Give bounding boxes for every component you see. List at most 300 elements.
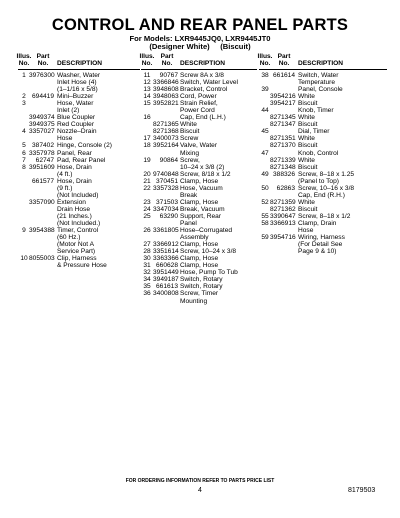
part-number: 661613: [155, 283, 178, 291]
part-row: [18, 241, 140, 248]
part-number: 8271370: [270, 142, 296, 150]
part-description: Screw: [180, 135, 199, 143]
illus-number: 8: [22, 163, 26, 171]
illus-number: 55: [261, 212, 269, 220]
illus-number: 45: [261, 128, 269, 136]
part-row: [141, 298, 257, 305]
part-row: [259, 150, 387, 157]
parts-column-3: [259, 53, 387, 255]
part-number: 62747: [35, 156, 54, 164]
part-row: [259, 234, 387, 241]
part-row: [141, 121, 257, 128]
part-description: White: [298, 156, 315, 164]
part-row: [141, 178, 257, 185]
part-description: (Panel to Top): [298, 177, 339, 185]
part-row: [141, 128, 257, 135]
part-number: 661577: [31, 177, 54, 185]
part-description: Cord, Power: [180, 93, 217, 101]
page-title: CONTROL AND REAR PANEL PARTS: [51, 16, 349, 34]
part-description: Blue Coupler: [57, 114, 96, 122]
part-row: [259, 93, 387, 100]
illus-number: 47: [261, 149, 269, 157]
part-number: 3954217: [270, 100, 296, 108]
illus-number: 6: [22, 149, 26, 157]
header-description: DESCRIPTION: [57, 60, 103, 67]
part-row: [141, 86, 257, 93]
illus-number: 14: [143, 93, 151, 101]
illus-number: 21: [143, 177, 151, 185]
part-row: [18, 178, 140, 185]
part-row: [141, 241, 257, 248]
part-number: 3357328: [153, 184, 179, 192]
part-row: [18, 185, 140, 192]
colors-line: (Designer White) (Biscuit): [149, 42, 251, 51]
illus-number: 18: [143, 142, 151, 150]
part-row: [18, 213, 140, 220]
part-number: 3366912: [153, 241, 179, 249]
part-row: [141, 227, 257, 234]
part-row: [141, 276, 257, 283]
part-row: [141, 157, 257, 164]
part-description: (60 Hz.): [57, 234, 81, 242]
illus-number: 34: [143, 276, 151, 284]
part-row: [259, 164, 387, 171]
part-number: 8271351: [270, 135, 296, 143]
part-row: [18, 171, 140, 178]
part-description: Panel, Rear: [57, 149, 92, 157]
page-number: 4: [198, 487, 202, 494]
part-description: Timer, Control: [57, 227, 99, 235]
part-row: [259, 227, 387, 234]
part-number: 3357978: [29, 149, 55, 157]
part-description: Biscuit: [298, 205, 318, 213]
part-number: 3949375: [29, 121, 55, 129]
part-description: Bracket, Control: [180, 86, 228, 94]
part-description: Break: [180, 191, 198, 199]
part-number: 8271348: [270, 163, 296, 171]
part-row: [141, 142, 257, 149]
part-row: [141, 79, 257, 86]
part-number: 3954216: [270, 93, 296, 101]
part-row: [259, 192, 387, 199]
illus-number: 10: [20, 255, 28, 263]
part-number: 3976300: [29, 72, 55, 79]
part-description: (Motor Not A: [57, 241, 95, 249]
parts-list: [259, 72, 387, 255]
part-row: [141, 171, 257, 178]
part-number: 63290: [159, 212, 178, 220]
part-description: Clamp, Hose: [180, 198, 219, 206]
part-description: (For Detail See: [298, 241, 343, 249]
illus-number: 16: [143, 114, 151, 122]
part-description: Page 9 & 10): [298, 248, 337, 256]
illus-number: 15: [143, 100, 151, 108]
part-number: 3952164: [153, 142, 179, 150]
part-number: 3357090: [29, 198, 55, 206]
part-description: Clamp, Hose: [180, 241, 219, 249]
part-row: [141, 150, 257, 157]
part-row: [141, 220, 257, 227]
part-description: Screw, 10–24 x 3/8: [180, 248, 237, 256]
part-description: Support, Rear: [180, 212, 222, 220]
part-number: 8271359: [270, 198, 296, 206]
illus-number: 1: [22, 72, 26, 79]
part-description: Clamp, Hose: [180, 262, 219, 270]
part-description: Temperature: [298, 79, 336, 87]
part-row: [259, 79, 387, 86]
part-number: 3400073: [153, 135, 179, 143]
part-row: [141, 192, 257, 199]
part-row: [259, 128, 387, 135]
header-part: Part No.: [277, 53, 291, 67]
part-description: (4 ft.): [57, 170, 73, 178]
part-row: [18, 135, 140, 142]
part-description: Power Cord: [180, 107, 215, 115]
illus-number: 35: [143, 283, 151, 291]
part-description: Hose, Drain: [57, 163, 92, 171]
part-description: Screw, 8–18 x 1.25: [298, 170, 355, 178]
part-description: Dial, Timer: [298, 128, 330, 136]
illus-number: 58: [261, 219, 269, 227]
part-description: Switch, Water Level: [180, 79, 239, 87]
part-description: Hose, Water: [57, 100, 94, 108]
part-description: Inlet (2): [57, 107, 80, 115]
part-number: 3948608: [153, 86, 179, 94]
illus-number: 36: [143, 290, 151, 298]
illus-number: 44: [261, 107, 269, 115]
part-row: [141, 185, 257, 192]
part-row: [141, 114, 257, 121]
illus-number: 17: [143, 135, 151, 143]
illus-number: 23: [143, 198, 151, 206]
part-row: [141, 135, 257, 142]
part-row: [141, 72, 257, 79]
parts-column-1: [18, 53, 140, 269]
part-row: [259, 178, 387, 185]
part-row: [259, 248, 387, 255]
part-number: 660628: [155, 262, 178, 270]
part-number: 388326: [272, 170, 295, 178]
part-description: & Pressure Hose: [57, 262, 107, 270]
part-description: Nozzle–Drain: [57, 128, 97, 136]
part-description: Screw,: [180, 156, 200, 164]
part-number: 3948063: [153, 93, 179, 101]
header-illus: Illus. No.: [257, 53, 273, 67]
part-description: Knob, Control: [298, 149, 339, 157]
part-row: [18, 262, 140, 269]
models-line: For Models: LXR9445JQ0, LXR9445JT0: [129, 34, 271, 43]
illus-number: 32: [143, 269, 151, 277]
part-row: [141, 93, 257, 100]
illus-number: 39: [261, 86, 269, 94]
part-row: [259, 142, 387, 149]
part-description: White: [298, 135, 315, 143]
part-number: 3951449: [153, 269, 179, 277]
illus-number: 30: [143, 255, 151, 263]
part-row: [141, 283, 257, 290]
part-row: [18, 72, 140, 79]
part-number: 9740848: [153, 170, 179, 178]
part-description: Cap, End (R.H.): [298, 191, 345, 199]
column-header: [259, 53, 387, 68]
illus-number: 52: [261, 198, 269, 206]
header-illus: Illus. No.: [139, 53, 155, 67]
part-description: Clip, Harness: [57, 255, 97, 263]
part-row: [18, 86, 140, 93]
part-description: Hose: [57, 135, 73, 143]
part-row: [18, 150, 140, 157]
part-number: 3949374: [29, 114, 55, 122]
part-row: [18, 227, 140, 234]
part-description: Screw, 10–16 x 3/8: [298, 184, 355, 192]
part-row: [18, 255, 140, 262]
part-description: Biscuit: [298, 100, 318, 108]
part-row: [18, 157, 140, 164]
part-row: [141, 248, 257, 255]
illus-number: 5: [22, 142, 26, 150]
part-description: White: [298, 114, 315, 122]
part-number: 3952821: [153, 100, 179, 108]
header-part: Part No.: [160, 53, 174, 67]
part-row: [141, 234, 257, 241]
part-number: 3357027: [29, 128, 55, 136]
part-description: Switch, Rotary: [180, 276, 223, 284]
part-number: 3954388: [29, 227, 55, 235]
part-description: Hinge, Console (2): [57, 142, 112, 150]
part-row: [141, 255, 257, 262]
part-number: 3366846: [153, 79, 179, 87]
part-number: 661614: [272, 72, 295, 79]
illus-number: 24: [143, 205, 151, 213]
part-row: [141, 164, 257, 171]
part-description: Clamp, Hose: [180, 177, 219, 185]
part-row: [259, 199, 387, 206]
part-description: Biscuit: [298, 142, 318, 150]
part-row: [18, 206, 140, 213]
part-row: [18, 164, 140, 171]
part-description: Cap, End (L.H.): [180, 114, 226, 122]
part-description: Switch, Rotary: [180, 283, 223, 291]
part-description: Hose–Corrugated: [180, 227, 233, 235]
part-description: (9 ft.): [57, 184, 73, 192]
part-row: [259, 114, 387, 121]
part-row: [18, 114, 140, 121]
part-description: Screw, 8–18 x 1/2: [298, 212, 351, 220]
part-description: Biscuit: [180, 128, 200, 136]
part-number: 62863: [276, 184, 295, 192]
part-row: [141, 262, 257, 269]
part-row: [18, 121, 140, 128]
part-description: Red Coupler: [57, 121, 95, 129]
illus-number: 26: [143, 227, 151, 235]
part-number: 8271365: [153, 121, 179, 129]
part-description: Inlet Hose (4): [57, 79, 97, 87]
part-number: 90767: [159, 72, 178, 79]
illus-number: 3: [22, 100, 26, 108]
part-description: Screw, 8/18 x 1/2: [180, 170, 231, 178]
header-illus: Illus. No.: [16, 53, 32, 67]
parts-list: [141, 72, 257, 305]
parts-list: [18, 72, 140, 269]
part-row: [141, 107, 257, 114]
header-rule: [141, 69, 257, 70]
part-row: [259, 86, 387, 93]
part-row: [18, 107, 140, 114]
part-number: 3347034: [153, 205, 179, 213]
part-description: Biscuit: [298, 163, 318, 171]
part-row: [259, 171, 387, 178]
part-number: 3400808: [153, 290, 179, 298]
illus-number: 38: [261, 72, 269, 79]
illus-number: 13: [143, 86, 151, 94]
part-row: [141, 213, 257, 220]
part-description: Mixing: [180, 149, 200, 157]
part-description: Hose, Drain: [57, 177, 92, 185]
column-header: [18, 53, 140, 68]
part-description: Screw 8A x 3/8: [180, 72, 224, 79]
part-row: [18, 100, 140, 107]
part-description: Service Part): [57, 248, 96, 256]
part-description: Strain Relief,: [180, 100, 218, 108]
part-row: [18, 142, 140, 149]
illus-number: 4: [22, 128, 26, 136]
document-number: 8179503: [348, 487, 376, 494]
part-row: [259, 107, 387, 114]
part-description: White: [180, 121, 197, 129]
illus-number: 11: [143, 72, 151, 79]
part-description: 10–24 x 3/8 (2): [180, 163, 225, 171]
part-number: 3390647: [270, 212, 296, 220]
part-row: [141, 100, 257, 107]
part-description: Clamp, Drain: [298, 219, 337, 227]
part-description: Washer, Water: [57, 72, 101, 79]
part-description: Extension: [57, 198, 86, 206]
part-row: [18, 128, 140, 135]
part-number: 8271368: [153, 128, 179, 136]
illus-number: 2: [22, 93, 26, 101]
header-description: DESCRIPTION: [298, 60, 344, 67]
illus-number: 28: [143, 248, 151, 256]
part-description: Drain Hose: [57, 205, 90, 213]
part-description: Hose, Pump To Tub: [180, 269, 238, 277]
part-row: [18, 199, 140, 206]
part-description: Mounting: [180, 297, 208, 305]
part-number: 3361805: [153, 227, 179, 235]
part-number: 3954716: [270, 234, 296, 242]
part-description: Knob, Timer: [298, 107, 334, 115]
part-row: [18, 234, 140, 241]
part-description: White: [298, 93, 315, 101]
part-number: 8055003: [29, 255, 55, 263]
part-row: [259, 206, 387, 213]
part-row: [141, 269, 257, 276]
part-number: 371503: [155, 198, 178, 206]
part-description: Wiring, Harness: [298, 234, 345, 242]
part-number: 90864: [159, 156, 178, 164]
illus-number: 50: [261, 184, 269, 192]
part-row: [259, 72, 387, 79]
part-row: [259, 157, 387, 164]
part-row: [259, 220, 387, 227]
parts-column-2: [141, 53, 257, 305]
part-description: Clamp, Hose: [180, 255, 219, 263]
part-description: White: [298, 198, 315, 206]
part-description: Biscuit: [298, 121, 318, 129]
part-number: 387402: [31, 142, 54, 150]
part-row: [259, 135, 387, 142]
part-row: [141, 206, 257, 213]
part-number: 3363366: [153, 255, 179, 263]
illus-number: 20: [143, 170, 151, 178]
header-rule: [18, 69, 140, 70]
header-description: DESCRIPTION: [180, 60, 226, 67]
part-row: [18, 192, 140, 199]
part-description: (Not Included.): [57, 219, 101, 227]
part-row: [259, 121, 387, 128]
illus-number: 7: [22, 156, 26, 164]
illus-number: 9: [22, 227, 26, 235]
part-row: [259, 241, 387, 248]
part-description: Mini–Buzzer: [57, 93, 94, 101]
part-description: Panel: [180, 219, 197, 227]
part-row: [18, 79, 140, 86]
part-description: Panel, Console: [298, 86, 343, 94]
part-row: [259, 213, 387, 220]
part-number: 3366913: [270, 219, 296, 227]
part-description: Assembly: [180, 234, 209, 242]
illus-number: 12: [143, 79, 151, 87]
part-row: [141, 290, 257, 297]
part-description: Hose: [298, 227, 314, 235]
part-description: (21 Inches.): [57, 212, 92, 220]
part-row: [18, 93, 140, 100]
part-row: [18, 220, 140, 227]
part-number: 8271347: [270, 121, 296, 129]
part-number: 8271339: [270, 156, 296, 164]
part-description: Valve, Water: [180, 142, 218, 150]
header-rule: [259, 69, 387, 70]
part-number: 8271345: [270, 114, 296, 122]
illus-number: 27: [143, 241, 151, 249]
illus-number: 22: [143, 184, 151, 192]
part-number: 370451: [155, 177, 178, 185]
part-description: Screw, Timer: [180, 290, 219, 298]
illus-number: 49: [261, 170, 269, 178]
part-row: [259, 100, 387, 107]
part-row: [141, 199, 257, 206]
illus-number: 19: [143, 156, 151, 164]
part-number: 3951609: [29, 163, 55, 171]
header-part: Part No.: [36, 53, 50, 67]
part-number: 8271362: [270, 205, 296, 213]
part-description: Hose, Vacuum: [180, 184, 223, 192]
part-number: 3949187: [153, 276, 179, 284]
part-description: (Not Included): [57, 191, 99, 199]
column-header: [141, 53, 257, 68]
ordering-note: FOR ORDERING INFORMATION REFER TO PARTS PRICE LIST: [125, 478, 275, 484]
part-row: [18, 248, 140, 255]
part-number: 694419: [31, 93, 54, 101]
illus-number: 31: [143, 262, 151, 270]
part-number: 3351614: [153, 248, 179, 256]
illus-number: 59: [261, 234, 269, 242]
part-description: Switch, Water: [298, 72, 339, 79]
part-description: Pad, Rear Panel: [57, 156, 106, 164]
part-description: (1–1/16 x 5/8): [57, 86, 98, 94]
part-description: Break, Vacuum: [180, 205, 225, 213]
illus-number: 25: [143, 212, 151, 220]
part-row: [259, 185, 387, 192]
